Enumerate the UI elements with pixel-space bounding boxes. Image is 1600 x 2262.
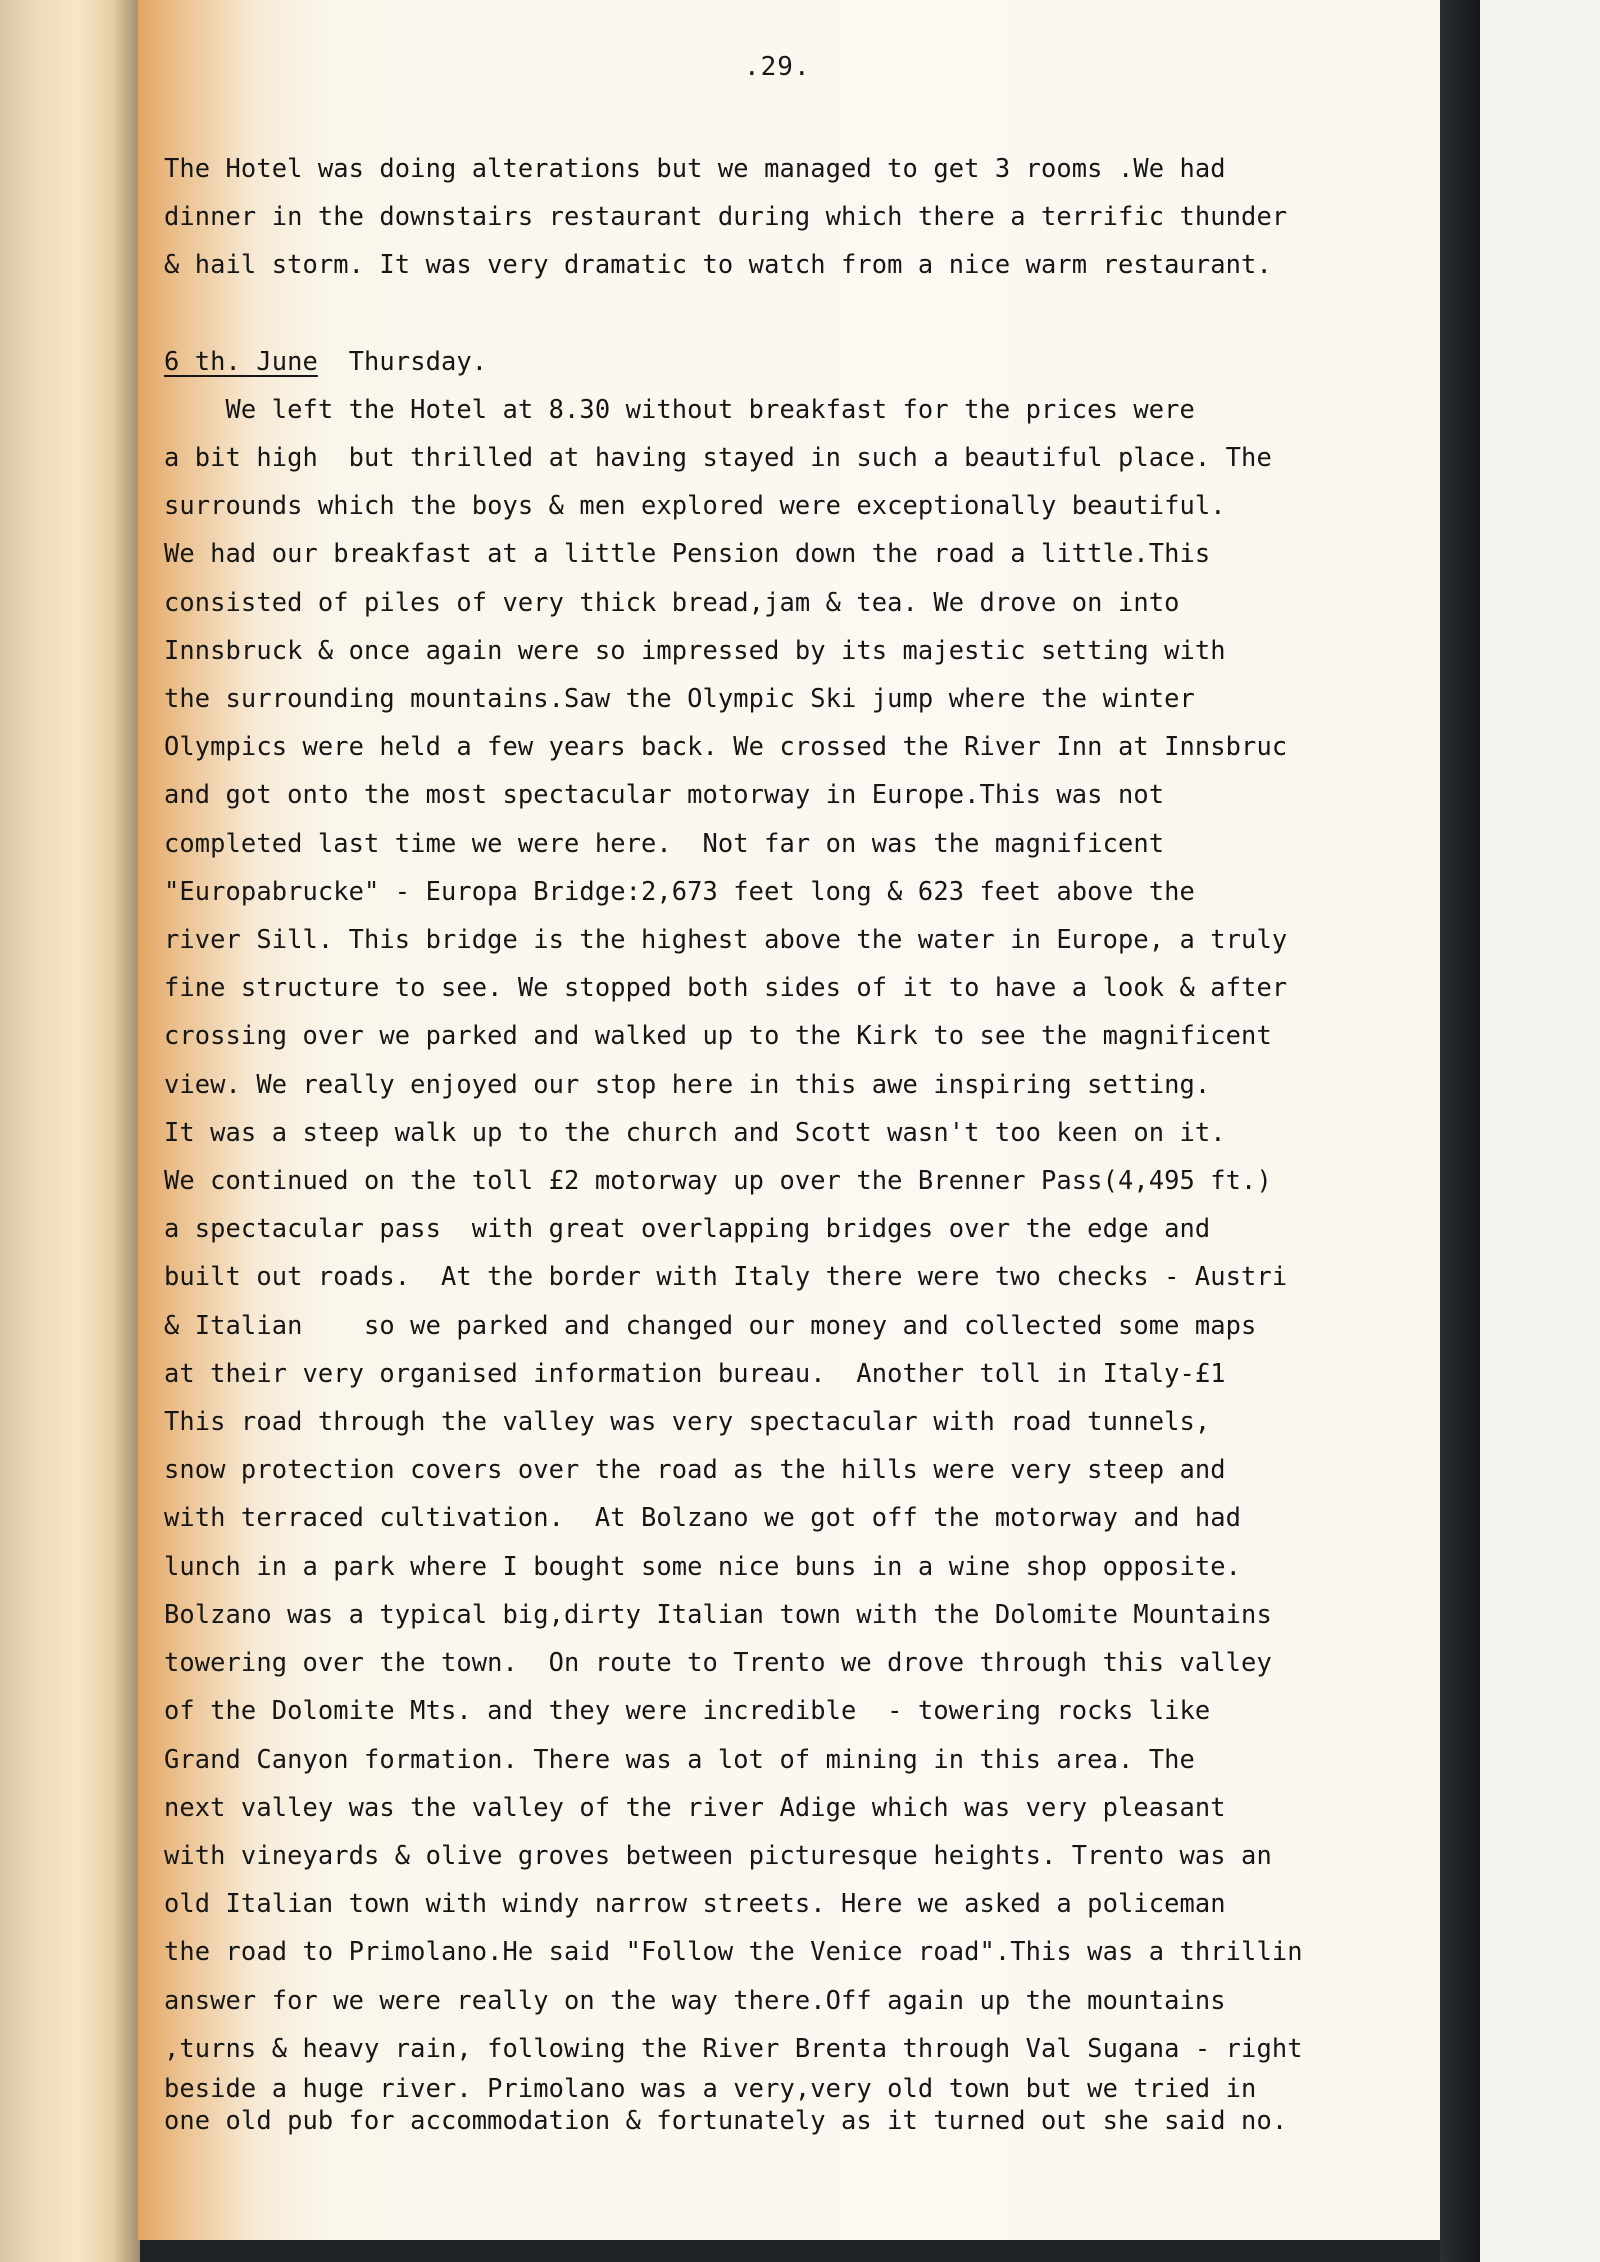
entry-paragraph <box>164 385 1440 2072</box>
text-line: "Europabrucke" - Europa Bridge:2,673 feet long & 623 feet above the <box>164 875 1195 906</box>
page-number: .29. <box>744 52 811 82</box>
text-line: We continued on the toll £2 motorway up over the Brenner Pass(4,495 ft.) <box>164 1165 1272 1196</box>
text-line: the road to Primolano.He said "Follow the Venice road".This was a thrillin <box>164 1936 1303 1967</box>
text-line: view. We really enjoyed our stop here in this awe inspiring setting. <box>164 1068 1211 1099</box>
text-line: at their very organised information bureau. Another toll in Italy-£1 <box>164 1357 1226 1388</box>
text-line: This road through the valley was very spectacular with road tunnels, <box>164 1406 1211 1437</box>
text-line: ,turns & heavy rain, following the River Brenta through Val Sugana - right <box>164 2032 1303 2063</box>
text-line: the surrounding mountains.Saw the Olympic Ski jump where the winter <box>164 683 1195 714</box>
text-line: It was a steep walk up to the church and Scott wasn't too keen on it. <box>164 1116 1226 1147</box>
text-line: of the Dolomite Mts. and they were incredible - towering rocks like <box>164 1695 1211 1726</box>
journal-page <box>138 0 1440 2240</box>
text-line: completed last time we were here. Not far on was the magnificent <box>164 827 1165 858</box>
page-stack-edge <box>1440 0 1480 2262</box>
entry-heading <box>164 337 1440 385</box>
text-line: answer for we were really on the way there.Off again up the mountains <box>164 1984 1226 2015</box>
text-line: with terraced cultivation. At Bolzano we got off the motorway and had <box>164 1502 1242 1533</box>
text-line: snow protection covers over the road as the hills were very steep and <box>164 1454 1226 1485</box>
text-line: We had our breakfast at a little Pension down the road a little.This <box>164 538 1211 569</box>
entry-day: Thursday. <box>348 345 488 376</box>
background-surface <box>1480 0 1600 2262</box>
text-line: consisted of piles of very thick bread,jam & tea. We drove on into <box>164 586 1180 617</box>
page-body <box>164 144 1440 2136</box>
text-line: Grand Canyon formation. There was a lot of mining in this area. The <box>164 1743 1195 1774</box>
text-line: We left the Hotel at 8.30 without breakfast for the prices were <box>164 393 1195 424</box>
text-line: beside a huge river. Primolano was a very,very old town but we tried in <box>164 2072 1257 2103</box>
text-line: surrounds which the boys & men explored were exceptionally beautiful. <box>164 490 1226 521</box>
text-line: towering over the town. On route to Trento we drove through this valley <box>164 1647 1272 1678</box>
intro-paragraph <box>164 144 1440 289</box>
text-line: a spectacular pass with great overlapping bridges over the edge and <box>164 1213 1211 1244</box>
text-line: The Hotel was doing alterations but we managed to get 3 rooms .We had <box>164 153 1226 183</box>
text-line: & hail storm. It was very dramatic to watch from a nice warm restaurant. <box>164 249 1272 280</box>
text-line: lunch in a park where I bought some nice buns in a wine shop opposite. <box>164 1550 1242 1581</box>
text-line: Bolzano was a typical big,dirty Italian town with the Dolomite Mountains <box>164 1598 1272 1629</box>
text-line: built out roads. At the border with Italy there were two checks - Austri <box>164 1261 1288 1292</box>
text-line: and got onto the most spectacular motorway in Europe.This was not <box>164 779 1165 810</box>
entry-date: 6 th. June <box>164 345 318 376</box>
text-line: one old pub for accommodation & fortunately as it turned out she said no. <box>164 2104 1288 2135</box>
book-spine <box>0 0 140 2262</box>
text-line: dinner in the downstairs restaurant during which there a terrific thunder <box>164 201 1288 232</box>
text-line: with vineyards & olive groves between picturesque heights. Trento was an <box>164 1839 1272 1870</box>
text-line: fine structure to see. We stopped both sides of it to have a look & after <box>164 972 1288 1003</box>
text-line: Innsbruck & once again were so impressed by its majestic setting with <box>164 634 1226 665</box>
text-line: old Italian town with windy narrow streets. Here we asked a policeman <box>164 1888 1226 1919</box>
text-line: & Italian so we parked and changed our money and collected some maps <box>164 1309 1257 1340</box>
text-line: crossing over we parked and walked up to the Kirk to see the magnificent <box>164 1020 1272 1051</box>
text-line: Olympics were held a few years back. We crossed the River Inn at Innsbruc <box>164 731 1288 762</box>
text-line: a bit high but thrilled at having stayed in such a beautiful place. The <box>164 442 1272 473</box>
entry-closing <box>164 2072 1440 2136</box>
text-line: next valley was the valley of the river Adige which was very pleasant <box>164 1791 1226 1822</box>
text-line: river Sill. This bridge is the highest above the water in Europe, a truly <box>164 924 1288 955</box>
